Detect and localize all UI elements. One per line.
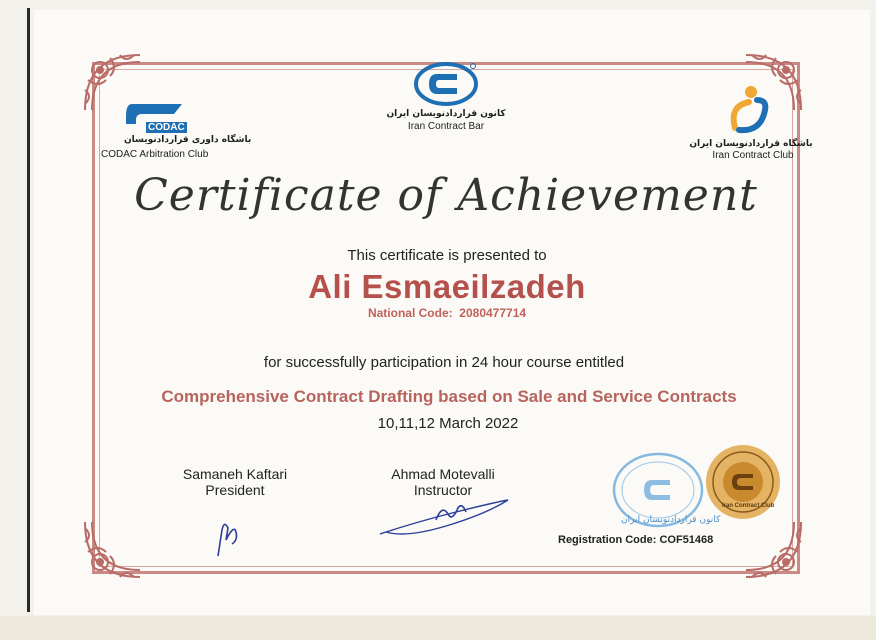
iran-contract-club-logo-icon — [727, 84, 773, 136]
right-logo-fa-text: باشگاه قراردادنویسان ایران — [689, 139, 813, 149]
instructor-signature-icon — [376, 494, 516, 540]
scan-edge — [27, 8, 30, 612]
recipient-name: Ali Esmaeilzadeh — [308, 268, 586, 305]
codac-logo-fa-text: باشگاه داوری قراردادنویسان — [124, 135, 252, 145]
signatory-president — [183, 466, 287, 498]
signatory-name: Ahmad Motevalli — [391, 466, 495, 482]
national-code-label: National Code: — [367, 306, 453, 320]
codac-logo-en-text: CODAC Arbitration Club — [101, 149, 209, 160]
registration-code — [558, 534, 713, 546]
presented-line: This certificate is presented to — [347, 247, 547, 264]
certificate-title: Certificate of Achievement — [134, 170, 758, 221]
iran-contract-bar-logo-icon — [413, 62, 479, 106]
codac-logo-mark: CODAC — [148, 122, 185, 133]
course-dates: 10,11,12 March 2022 — [377, 415, 519, 432]
signatory-role: President — [205, 482, 265, 498]
blue-stamp-fa-text: کانون قراردادنویسان ایران — [621, 515, 721, 525]
registration-code-value: COF51468 — [659, 534, 714, 546]
course-title: Comprehensive Contract Drafting based on Sale and Service Contracts — [161, 387, 737, 406]
corner-ornament-icon — [736, 512, 806, 582]
center-logo-en-text: Iran Contract Bar — [407, 121, 485, 132]
participation-line: for successfully participation in 24 hour course entitled — [263, 354, 625, 371]
gold-stamp-icon — [703, 442, 783, 522]
center-logo-fa-text: کانون قراردادنویسان ایران — [386, 109, 506, 119]
national-code-value: 2080477714 — [459, 306, 527, 320]
registration-code-label: Registration Code: — [558, 534, 657, 546]
corner-ornament-icon — [80, 512, 150, 582]
president-signature-icon — [208, 510, 248, 560]
scan-shadow — [0, 616, 876, 640]
signatory-role: Instructor — [413, 482, 473, 498]
signatory-name: Samaneh Kaftari — [182, 466, 288, 482]
right-logo-en-text: Iran Contract Club — [712, 150, 794, 161]
national-code — [368, 306, 526, 320]
gold-stamp-en-text: Iran Contract Club — [722, 503, 775, 509]
